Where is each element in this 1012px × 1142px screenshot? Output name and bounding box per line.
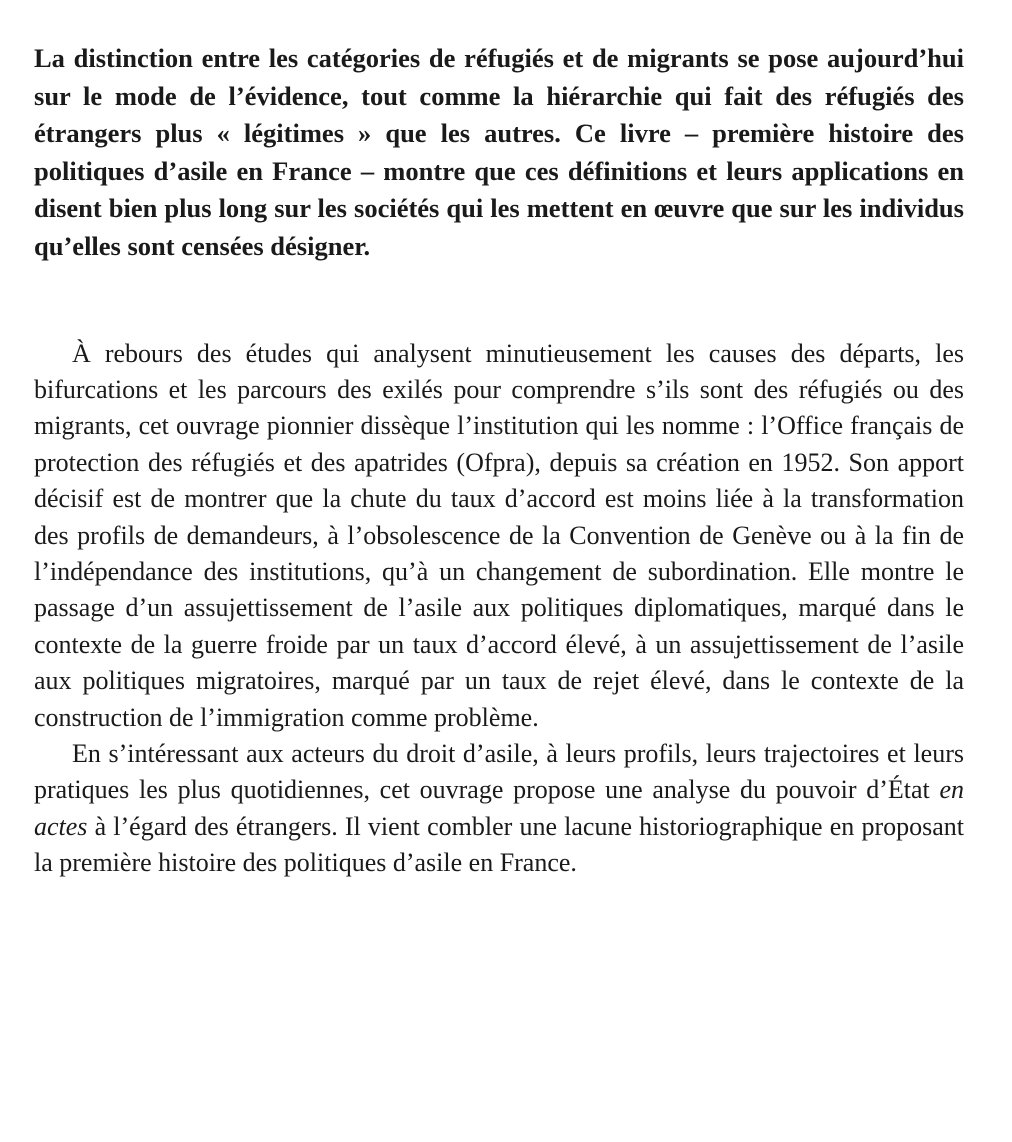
body-paragraph-1: À rebours des études qui analysent minutieusement les causes des départs, les bifurcations et les parcours des exilés pour comprendre s’ils sont des réfugiés ou des migrants, cet ouvrage pionnier dissèque l’institution qui les nomme : l’Office français de protection des réfugiés et des apatrides (Ofpra), depuis sa création en 1952. Son apport décisif est de montrer que la chute du taux d’accord est moins liée à la transformation des profils de demandeurs, à l’obsolescence de la Convention de Genève ou à la fin de l’indépendance des institutions, qu’à un changement de subordination. Elle montre le passage d’un assujettissement de l’asile aux politiques diplomatiques, marqué dans le contexte de la guerre froide par un taux d’accord élevé, à un assujettissement de l’asile aux politiques migratoires, marqué par un taux de rejet élevé, dans le contexte de la construction de l’immigration comme problème. <box>34 338 964 732</box>
paragraph-2-text-start: En s’intéressant aux acteurs du droit d’asile, à leurs profils, leurs trajectoires et leurs pratiques les plus quotidiennes, cet ouvrage propose une analyse du pouvoir d’État <box>34 739 964 805</box>
italic-phrase: en actes <box>34 775 964 841</box>
paragraph-2-text-end: à l’égard des étrangers. Il vient combler une lacune historiographique en proposant la première histoire des politiques d’asile en France. <box>34 811 964 878</box>
body-text <box>34 336 964 882</box>
lead-paragraph: La distinction entre les catégories de réfugiés et de migrants se pose aujourd’hui sur le mode de l’évidence, tout comme la hiérarchie qui fait des réfugiés des étrangers plus « légitimes » que les autres. Ce livre – première histoire des politiques d’asile en France – montre que ces définitions et leurs applications en disent bien plus long sur les sociétés qui les mettent en œuvre que sur les individus qu’elles sont censées désigner. <box>34 43 964 261</box>
body-paragraph-2 <box>34 736 964 882</box>
